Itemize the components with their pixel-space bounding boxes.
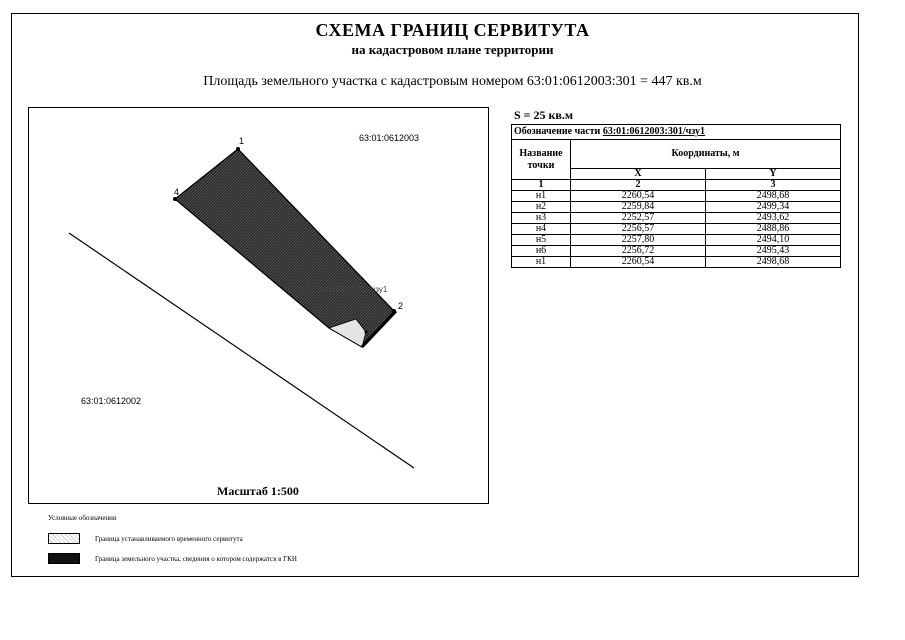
col-header-x: X [571,169,706,180]
table-caption-row [512,125,841,140]
vertex-1 [236,147,240,151]
point-name: н1 [512,191,571,202]
table-row [512,246,841,257]
block-label-south: 63:01:0612002 [81,396,142,406]
y-value: 2498,68 [705,257,840,268]
col-index: 3 [705,180,840,191]
x-value: 2256,57 [571,224,706,235]
legend-parcel-text: Граница земельного участка, сведения о котором содержатся в ГКН [95,555,297,563]
point-name: н1 [512,257,571,268]
vertex-4 [173,197,177,201]
part-caption: Обозначение части [514,126,601,137]
point-name: н6 [512,246,571,257]
servitude-hatch-swatch [48,533,80,544]
vertex-n5 [364,330,367,333]
part-number: 63:01:0612003:301/чзу1 [602,126,706,137]
table-row [512,202,841,213]
parcel-fill-swatch [48,553,80,564]
x-value: 2259,84 [571,202,706,213]
parcel-polygon [175,149,394,347]
point-name: н4 [512,224,571,235]
servitude-area: S = 25 кв.м [514,108,574,122]
x-value: 2257,80 [571,235,706,246]
page-subtitle: на кадастровом плане территории [351,42,554,57]
col-index: 2 [571,180,706,191]
point-label-2: 2 [398,301,404,311]
col-index: 1 [512,180,571,191]
block-label-north: 63:01:0612003 [359,133,420,143]
coordinates-table [511,124,841,268]
y-value: 2499,34 [705,202,840,213]
map-drawing [29,108,490,505]
point-label-1: 1 [239,136,245,146]
y-value: 2494,10 [705,235,840,246]
table-row [512,191,841,202]
map-scale: Масштаб 1:500 [217,484,299,498]
table-row [512,235,841,246]
point-name: н2 [512,202,571,213]
y-value: 2495,43 [705,246,840,257]
x-value: 2256,72 [571,246,706,257]
col-header-point-name: Название точки [512,140,571,180]
street-boundary-line [69,233,414,468]
legend-title: Условные обозначения [48,514,117,522]
y-value: 2493,62 [705,213,840,224]
table-row [512,257,841,268]
point-label-4: 4 [174,187,180,197]
x-value: 2252,57 [571,213,706,224]
parcel-area-line: Площадь земельного участка с кадастровым номером 63:01:0612003:301 = 447 кв.м [203,74,702,89]
point-name: н3 [512,213,571,224]
table-row [512,224,841,235]
table-row [512,213,841,224]
y-value: 2488,86 [705,224,840,235]
page-title: СХЕМА ГРАНИЦ СЕРВИТУТА [315,20,590,40]
x-value: 2260,54 [571,257,706,268]
legend-servitude-text: Граница устанавливаемого временного сервитута [95,535,243,543]
x-value: 2260,54 [571,191,706,202]
y-value: 2498,68 [705,191,840,202]
cadastral-map [28,107,489,504]
col-header-y: Y [705,169,840,180]
servitude-part-label: 63:01:0612003:301/чзу1 [300,285,388,294]
point-name: н5 [512,235,571,246]
col-header-coords: Координаты, м [571,140,841,169]
vertex-2 [392,309,396,313]
